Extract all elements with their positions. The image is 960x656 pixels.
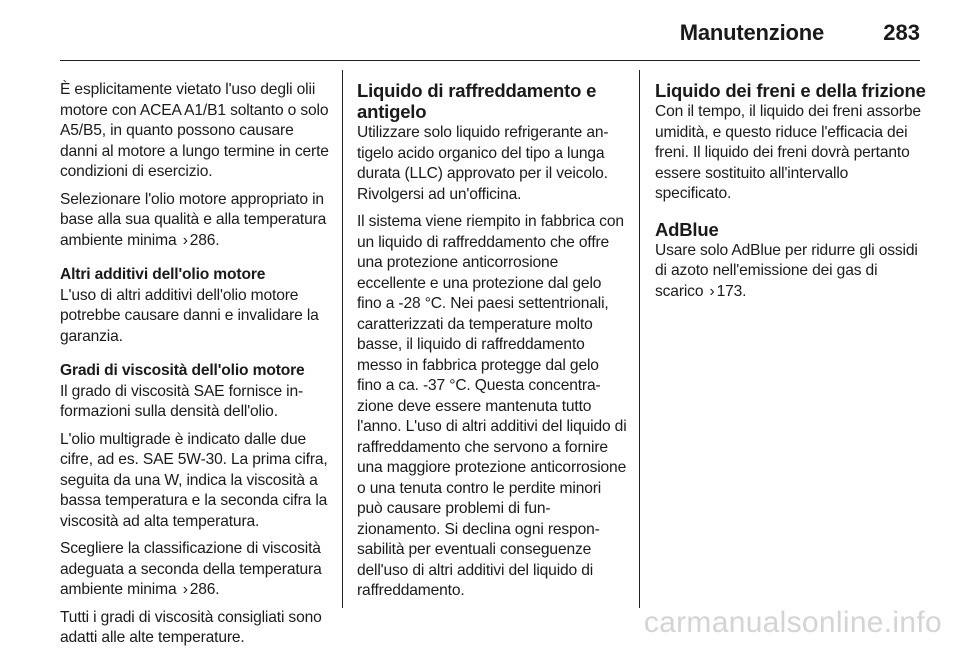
paragraph	[60, 190, 332, 252]
page-reference-arrow-icon: ›	[182, 231, 188, 249]
page-reference-arrow-icon: ›	[709, 282, 715, 300]
page-number: 283	[883, 20, 920, 45]
paragraph: Il grado di viscosità SAE fornisce informazioni sulla densità dell'olio.	[60, 382, 304, 420]
page-reference-link[interactable]: 286.	[189, 231, 220, 249]
paragraph: Con il tempo, il liquido dei freni assorbe umidità, e questo riduce l'efficacia dei freni. Il liquido dei freni dovrà pertanto essere sostituito all'intervallo specificato.	[655, 103, 921, 202]
paragraph: L'uso di altri additivi dell'olio motore potrebbe causare danni e invalidare la garanzia.	[60, 286, 319, 345]
paragraph-text: Usare solo AdBlue per ridurre gli ossidi di azoto nell'emissione dei gas di scarico	[655, 241, 918, 300]
page-header	[60, 14, 920, 61]
section-heading: Liquido di raffreddamento e antigelo	[357, 80, 597, 122]
paragraph: È esplicitamente vietato l'uso degli olii motore con ACEA A1/B1 soltanto o solo A5/B5, in quanto possono causare danni al motore a lungo termine in certe condizioni di esercizio.	[60, 81, 329, 180]
page-reference-link[interactable]: 286.	[189, 581, 220, 598]
watermark: carmanualsonline.info	[643, 606, 942, 639]
page-reference-arrow-icon: ›	[182, 581, 188, 598]
paragraph	[60, 539, 332, 601]
subheading: Altri additivi dell'olio motore	[60, 266, 266, 283]
paragraph: Utilizzare solo liquido refrigerante antigelo acido organico del tipo a lunga durata (LLC) approvato per il veicolo. Rivolgersi ad un'officina.	[357, 124, 609, 203]
section-heading: Liquido dei freni e della frizione	[655, 80, 926, 101]
page-reference-link[interactable]: 173.	[716, 282, 747, 300]
page-title: Manutenzione	[679, 20, 824, 45]
column-1	[60, 80, 332, 656]
column-divider	[342, 70, 343, 608]
column-divider	[639, 70, 640, 608]
paragraph: L'olio multigrade è indicato dalle due cifre, ad es. SAE 5W-30. La prima cifra, seguita da una W, indica la viscosità a bassa temperatura e la seconda cifra la viscosità ad alta temperatura.	[60, 430, 328, 530]
paragraph-text: Scegliere la classificazione di viscosità adeguata a seconda della temperatura ambiente minima	[60, 540, 322, 598]
paragraph-text: Selezionare l'olio motore appropriato in base alla sua qualità e alla temperatura ambiente minima	[60, 190, 327, 249]
subheading: Gradi di viscosità dell'olio motore	[60, 362, 305, 379]
paragraph: Tutti i gradi di viscosità consigliati sono adatti alle alte temperature.	[60, 608, 322, 646]
paragraph	[655, 241, 927, 303]
section-heading: AdBlue	[655, 218, 719, 240]
column-2	[357, 80, 627, 609]
paragraph: Il sistema viene riempito in fabbrica con un liquido di raffreddamento che offre una protezione anticorrosione eccellente e una protezione dal gelo fino a -28 °C. Nei paesi settentrionali, caratterizzati da temperature molto basse, il liquido di raffreddamento messo in fabbrica protegge dal gelo fino a ca. -37 °C. Questa concentrazione deve essere mantenuta tutto l'anno. L'uso di altri additivi del liquido di raffreddamento che servono a fornire una maggiore protezione anticorrosione o una tenuta contro le perdite minori può causare problemi di funzionamento. Si declina ogni responsabilità per eventuali conseguenze dell'uso di altri additivi del liquido di raffreddamento.	[357, 213, 627, 599]
column-3	[655, 80, 927, 309]
